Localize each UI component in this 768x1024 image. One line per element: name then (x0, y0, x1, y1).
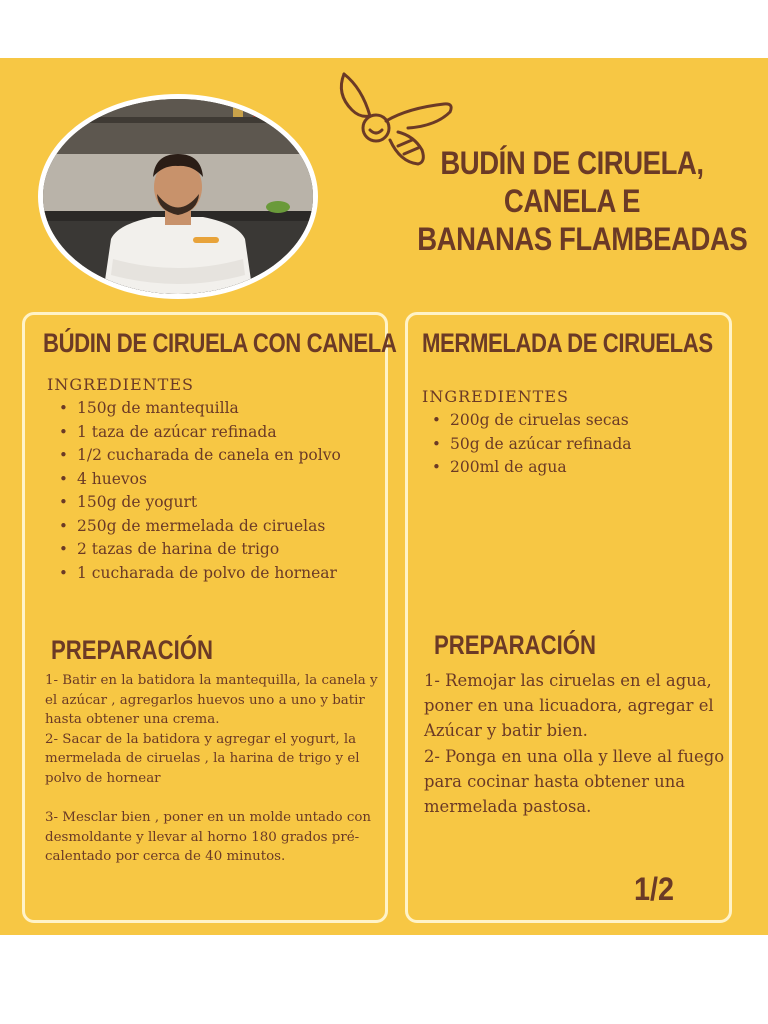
recipe-page (0, 58, 768, 935)
page-number: 1/2 (634, 871, 675, 907)
step-spacer (45, 789, 385, 809)
budin-preparation-steps (45, 671, 385, 867)
ingredient-item: • 150g de mantequilla (57, 397, 375, 421)
mermelada-preparation-heading: PREPARACIÓN (434, 630, 596, 660)
budin-card-title: BÚDIN DE CIRUELA CON CANELA (43, 328, 397, 358)
ingredient-item: • 1/2 cucharada de canela en polvo (57, 444, 375, 468)
ingredient-item: • 250g de mermelada de ciruelas (57, 515, 375, 539)
mermelada-ingredients-list (430, 409, 720, 480)
budin-preparation-heading: PREPARACIÓN (51, 635, 213, 665)
mermelada-preparation-steps (424, 668, 732, 819)
chef-photo (38, 94, 318, 299)
budin-recipe-card (22, 312, 397, 923)
ingredient-item: • 1 cucharada de polvo de hornear (57, 562, 375, 586)
title-line-2: CANELA E (503, 183, 641, 219)
ingredient-item: • 50g de azúcar refinada (430, 433, 720, 457)
preparation-step: 1- Batir en la batidora la mantequilla, la canela y el azúcar , agregarlos huevos uno a uno y batir hasta obtener una crema. (45, 673, 378, 728)
preparation-step: 2- Sacar de la batidora y agregar el yogurt, la mermelada de ciruelas , la harina de trigo y el polvo de hornear (45, 731, 360, 786)
ingredient-item: • 200g de ciruelas secas (430, 409, 720, 433)
mermelada-card-title: MERMELADA DE CIRUELAS (422, 328, 713, 358)
ingredient-item: • 1 taza de azúcar refinada (57, 421, 375, 445)
title-line-3: BANANAS FLAMBEADAS (417, 221, 748, 257)
title-line-1: BUDÍN DE CIRUELA, (440, 145, 704, 181)
mermelada-recipe-card (405, 312, 732, 923)
chef-illustration (43, 99, 313, 294)
ingredient-item: • 4 huevos (57, 468, 375, 492)
budin-ingredients-heading: INGREDIENTES (47, 375, 194, 394)
ingredient-item: • 150g de yogurt (57, 491, 375, 515)
mermelada-ingredients-heading: INGREDIENTES (422, 387, 569, 406)
ingredient-item: • 200ml de agua (430, 456, 720, 480)
budin-ingredients-list (57, 397, 375, 585)
recipe-title (417, 144, 748, 258)
ingredient-item: • 2 tazas de harina de trigo (57, 538, 375, 562)
preparation-step: 2- Ponga en una olla y lleve al fuego para cocinar hasta obtener una mermelada pastosa. (424, 746, 725, 817)
preparation-step: 1- Remojar las ciruelas en el agua, poner en una licuadora, agregar el Azúcar y batir bien. (424, 671, 714, 741)
preparation-step: 3- Mesclar bien , poner en un molde untado con desmoldante y llevar al horno 180 grados pré-calentado por cerca de 40 minutos. (45, 810, 372, 865)
